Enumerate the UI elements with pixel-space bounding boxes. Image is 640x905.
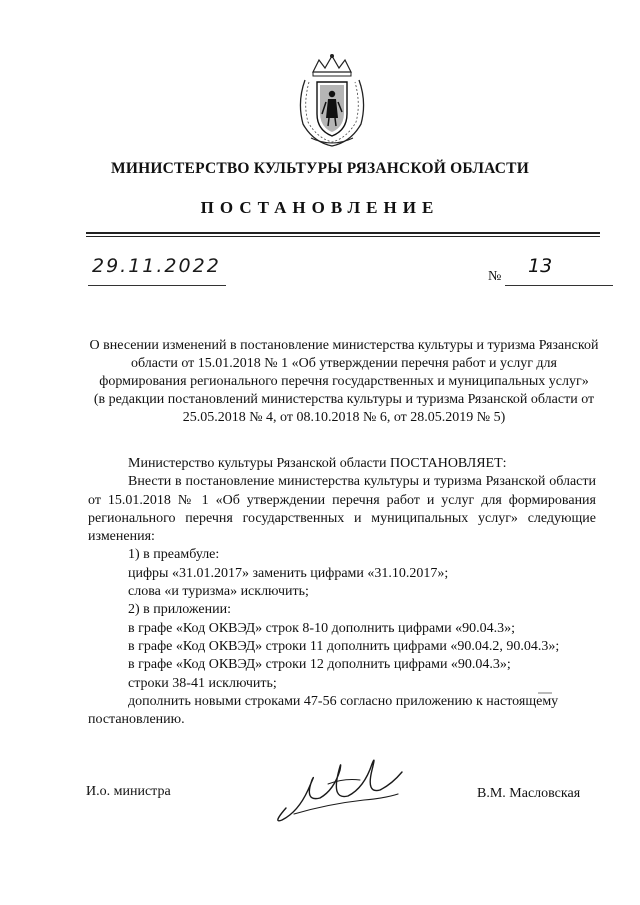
subject-title: О внесении изменений в постановление министерства культуры и туризма Рязанской области от 15.01.2018 № 1 «Об утверждении перечня работ и услуг для формирования регионального перечня государственных и муниципальных услуг» bbox=[89, 338, 599, 389]
number-underline bbox=[505, 285, 613, 286]
header-divider-thick bbox=[86, 232, 600, 234]
header-divider-thin bbox=[86, 236, 600, 237]
signatory-position: И.о. министра bbox=[86, 784, 171, 799]
document-number-label: № bbox=[488, 269, 502, 284]
date-underline bbox=[88, 285, 226, 286]
body-list-item: дополнить новыми строками 47-56 согласно приложению к настоящему постановлению. bbox=[88, 693, 559, 728]
body-list-item: в графе «Код ОКВЭД» строки 11 дополнить цифрами «90.04.2, 90.04.3»; bbox=[128, 638, 560, 654]
body-list-item: в графе «Код ОКВЭД» строк 8-10 дополнить цифрами «90.04.3»; bbox=[128, 620, 515, 636]
body-paragraph: Внести в постановление министерства культуры и туризма Рязанской области от 15.01.2018 № 1 «Об утверждении перечня работ и услуг для формирования регионального перечня государственных и муниципальных услуг» следующие изменения: bbox=[88, 474, 596, 545]
body-resolution-intro: Министерство культуры Рязанской области ПОСТАНОВЛЯЕТ: bbox=[128, 456, 507, 471]
signatory-name: В.М. Масловская bbox=[477, 786, 581, 801]
body-list-item: строки 38-41 исключить; bbox=[128, 675, 277, 691]
document-subject bbox=[88, 337, 600, 427]
handwritten-signature bbox=[268, 750, 408, 828]
body-list-item: цифры «31.01.2017» заменить цифрами «31.10.2017»; bbox=[128, 565, 449, 581]
body-list-item: слова «и туризма» исключить; bbox=[128, 584, 309, 600]
ministry-name: МИНИСТЕРСТВО КУЛЬТУРЫ РЯЗАНСКОЙ ОБЛАСТИ bbox=[111, 160, 529, 177]
body-list-item: 2) в приложении: bbox=[128, 602, 231, 618]
body-list-item: в графе «Код ОКВЭД» строки 12 дополнить цифрами «90.04.3»; bbox=[128, 657, 511, 673]
document-type-title: ПОСТАНОВЛЕНИЕ bbox=[200, 198, 440, 217]
coat-of-arms-emblem bbox=[291, 52, 373, 148]
document-date: 29.11.2022 bbox=[92, 255, 221, 277]
document-body bbox=[88, 455, 596, 729]
subject-amendments-note: (в редакции постановлений министерства культуры и туризма Рязанской области от 25.05.2018 № 4, от 08.10.2018 № 6, от 28.05.2019 № 5) bbox=[93, 392, 595, 425]
scan-artifact bbox=[538, 692, 552, 694]
document-number: 13 bbox=[528, 255, 553, 277]
body-list-item: 1) в преамбуле: bbox=[128, 547, 220, 563]
